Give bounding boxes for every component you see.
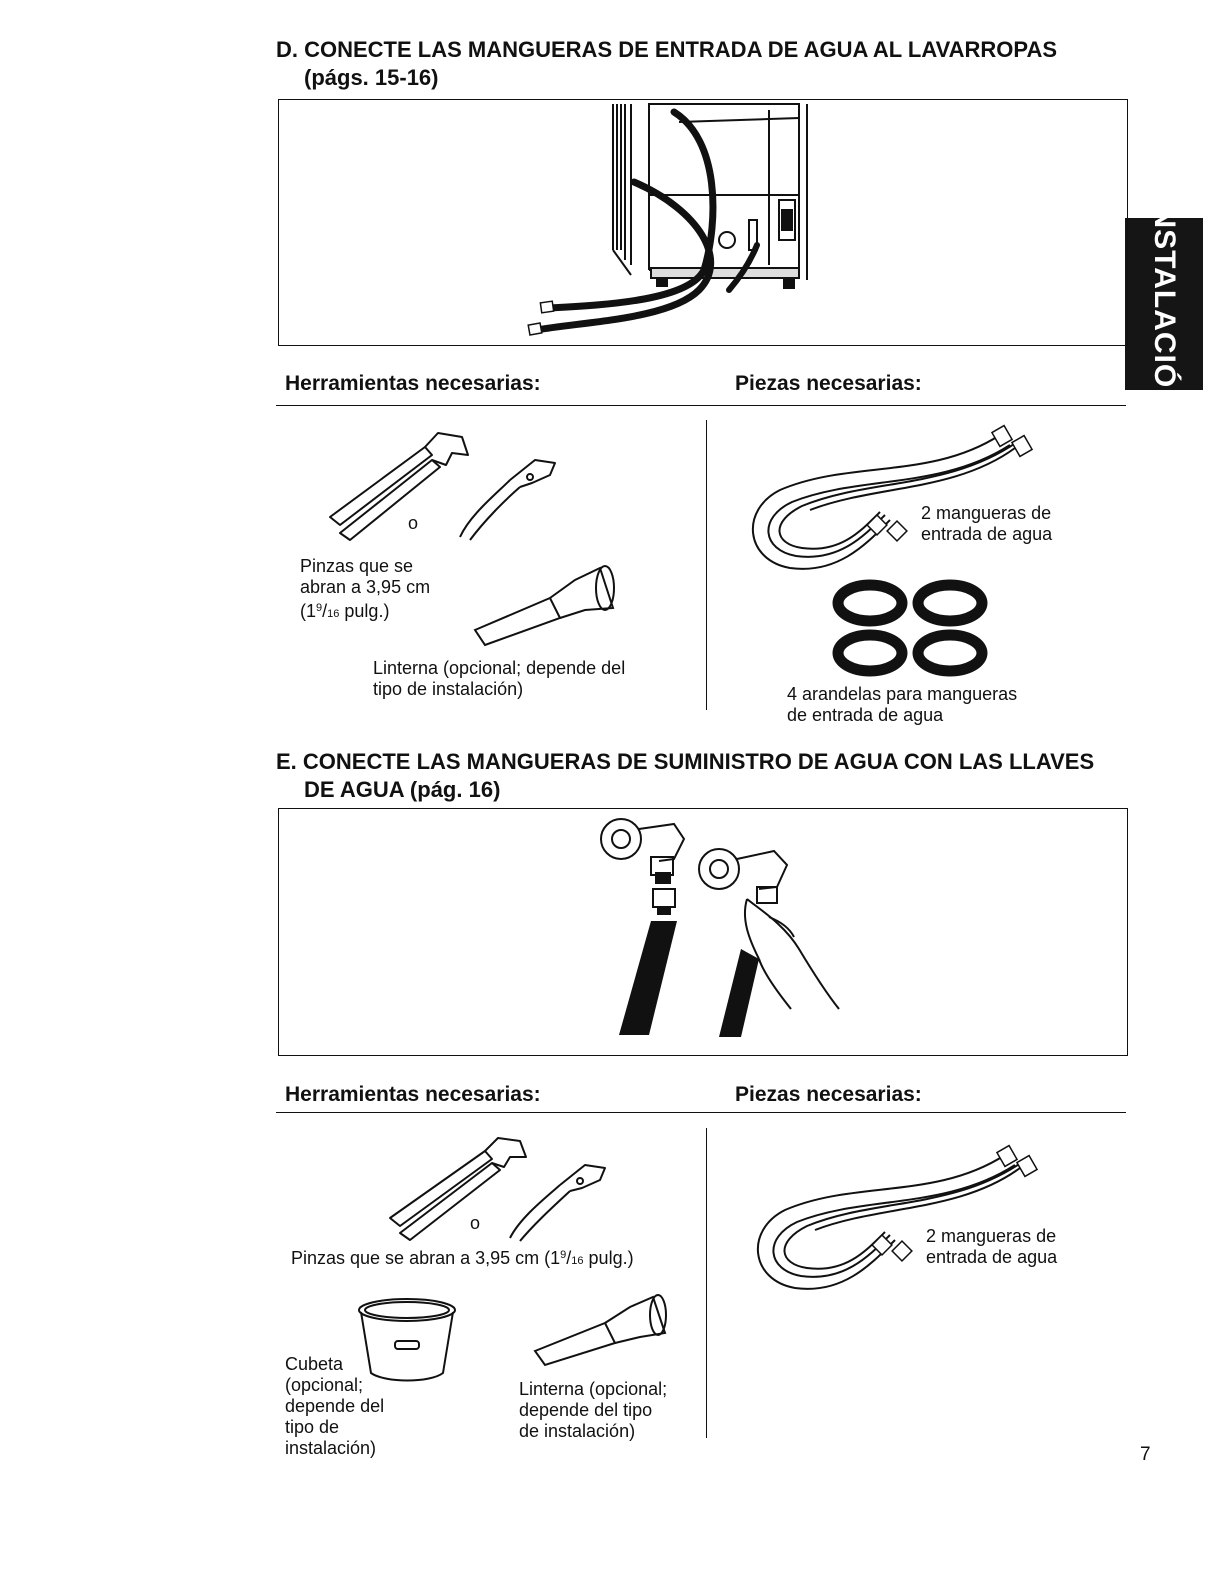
section-e-hoses-line2: entrada de agua <box>926 1247 1058 1267</box>
flashlight-icon <box>525 1293 675 1373</box>
section-d-or-text: o <box>408 513 419 533</box>
section-d-pliers-line3 <box>300 598 430 625</box>
section-d-washers-line2: de entrada de agua <box>787 705 944 725</box>
flashlight-icon <box>465 560 625 650</box>
section-d-parts-heading: Piezas necesarias: <box>735 372 922 395</box>
section-e-title-line1: E. CONECTE LAS MANGUERAS DE SUMINISTRO DE AGUA CON LAS LLAVES <box>276 749 1095 774</box>
section-d-hoses-caption <box>921 503 1052 545</box>
section-e-bucket-caption <box>285 1354 384 1459</box>
pliers-unit: pulg.) <box>583 1248 634 1268</box>
section-e-title-line2: DE AGUA (pág. 16) <box>304 777 501 802</box>
section-d-flashlight-caption <box>373 658 625 700</box>
section-d-illustration-frame <box>278 99 1128 346</box>
section-e-flashlight-line2: depende del tipo <box>519 1400 653 1420</box>
section-d-flashlight-line1: Linterna (opcional; depende del <box>373 658 626 678</box>
section-d-washers-line1: 4 arandelas para mangueras <box>787 684 1018 704</box>
section-d-pliers-line1: Pinzas que se <box>300 556 414 576</box>
pliers-unit: pulg.) <box>339 601 390 621</box>
fraction-numerator: 9 <box>316 602 323 614</box>
section-e-hoses-caption <box>926 1226 1057 1268</box>
section-d-heading-rule <box>276 405 1126 406</box>
side-tab-instalacion <box>1125 197 1203 411</box>
fraction-numerator: 9 <box>560 1249 567 1261</box>
section-e-flashlight-line1: Linterna (opcional; <box>519 1379 668 1399</box>
section-e-bucket-line1: Cubeta <box>285 1354 344 1374</box>
section-d-title-line2: (págs. 15-16) <box>304 65 439 90</box>
page-number: 7 <box>1140 1444 1151 1465</box>
section-d-pliers-line2: abran a 3,95 cm <box>300 577 431 597</box>
section-e-bucket-line3: depende del <box>285 1396 385 1416</box>
section-e-column-divider <box>706 1128 707 1438</box>
section-e-title <box>276 748 1094 804</box>
pliers-icon <box>380 1133 630 1243</box>
pliers-paren-open: (1 <box>300 601 317 621</box>
section-d-hoses-line1: 2 mangueras de <box>921 503 1052 523</box>
section-e-bucket-line5: instalación) <box>285 1438 377 1458</box>
pliers-icon <box>320 425 570 545</box>
washer-rear-illustration <box>279 100 1127 345</box>
section-e-hoses-line1: 2 mangueras de <box>926 1226 1057 1246</box>
section-e-pliers-caption <box>291 1245 634 1272</box>
section-e-bucket-line4: tipo de <box>285 1417 340 1437</box>
section-d-tools-heading: Herramientas necesarias: <box>285 372 541 395</box>
section-e-tools-heading: Herramientas necesarias: <box>285 1083 541 1106</box>
section-d-washers-caption <box>787 684 1017 726</box>
section-d-title-line1: D. CONECTE LAS MANGUERAS DE ENTRADA DE AGUA AL LAVARROPAS <box>276 37 1058 62</box>
side-tab-label: INSTALACIÓN <box>1148 197 1181 411</box>
section-d-flashlight-line2: tipo de instalación) <box>373 679 524 699</box>
section-e-illustration-frame <box>278 808 1128 1056</box>
section-d-hoses-line2: entrada de agua <box>921 524 1053 544</box>
section-d-title <box>276 36 1057 92</box>
section-e-flashlight-line3: de instalación) <box>519 1421 636 1441</box>
hose-icon <box>730 420 1053 580</box>
fraction-denominator: 16 <box>571 1255 584 1267</box>
section-e-or-text: o <box>470 1213 481 1233</box>
fraction-slash: / <box>566 1248 572 1268</box>
pliers-text: Pinzas que se abran a 3,95 cm (1 <box>291 1248 561 1268</box>
fraction-slash: / <box>322 601 328 621</box>
hose-icon <box>735 1140 1058 1300</box>
section-d-column-divider <box>706 420 707 710</box>
fraction-denominator: 16 <box>327 608 340 620</box>
section-e-flashlight-caption <box>519 1379 667 1442</box>
hose-washer-icon <box>830 575 1010 685</box>
section-d-pliers-caption <box>300 556 430 625</box>
section-e-heading-rule <box>276 1112 1126 1113</box>
section-e-bucket-line2: (opcional; <box>285 1375 364 1395</box>
section-e-parts-heading: Piezas necesarias: <box>735 1083 922 1106</box>
faucet-illustration <box>279 809 1127 1055</box>
